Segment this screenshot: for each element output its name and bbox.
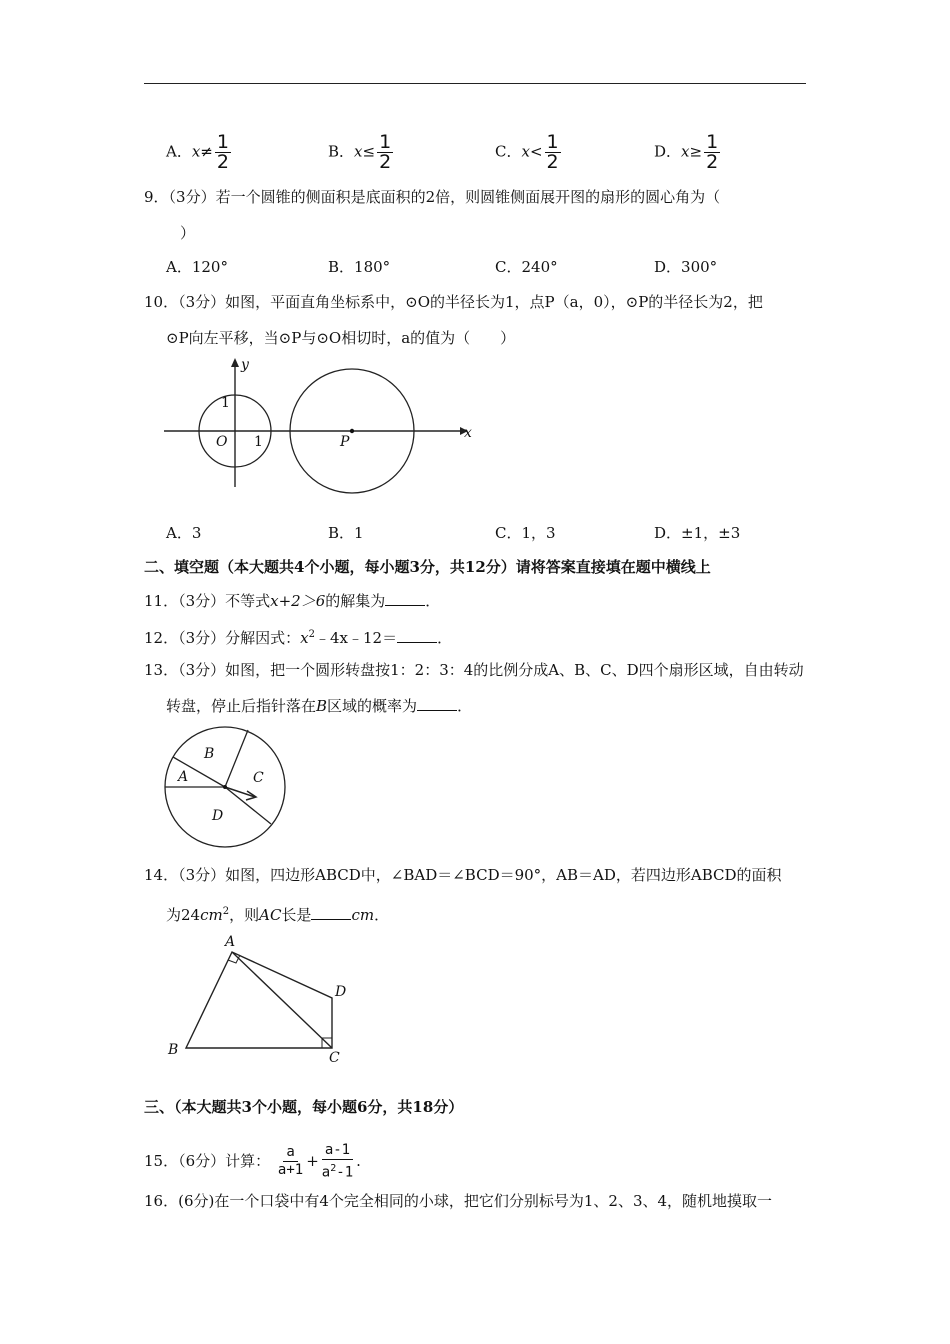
q14-answer-blank[interactable] <box>311 905 351 920</box>
q10-option-c[interactable]: C．1，3 <box>495 524 556 542</box>
spinner-radius-top <box>225 730 248 787</box>
label-x: x <box>464 425 472 441</box>
q9-option-c[interactable]: C．240° <box>495 258 558 276</box>
q9-stem-line2: ） <box>180 224 196 242</box>
q9-option-a[interactable]: A．120° <box>166 258 228 276</box>
label-one-x: 1 <box>254 434 263 450</box>
spinner-center <box>223 785 227 789</box>
q11: 11．（3分）不等式x+2＞6的解集为 ． <box>144 592 441 610</box>
q10-option-a[interactable]: A．3 <box>166 524 202 542</box>
q9-option-b[interactable]: B．180° <box>328 258 391 276</box>
q13-stem-line1: 13．（3分）如图，把一个圆形转盘按1：2：3：4的比例分成A、B、C、D四个扇形区域，自由转动 <box>144 661 804 679</box>
y-axis-arrow <box>231 358 239 367</box>
fraction-1: $\frac{a}{a+1}$ <box>277 1144 304 1179</box>
fraction: $\frac{1}{2}$ <box>546 131 559 173</box>
q10-figure <box>160 355 480 495</box>
fraction: $\frac{1}{2}$ <box>216 131 229 173</box>
q10-stem-line2: ⊙P向左平移，当⊙P与⊙O相切时，a的值为（ ） <box>166 329 516 347</box>
q10-option-d[interactable]: D．±1，±3 <box>654 524 741 542</box>
label-d: D <box>212 808 224 824</box>
q15: 15．（6分）计算： $\frac{a}{a+1}$ + $\frac{a-1}{a^2-1}$ . <box>144 1142 361 1181</box>
label-y: y <box>241 357 249 373</box>
q14-stem-line2: 为$24cm^2$，则AC长是 cm． <box>166 906 390 924</box>
q14-quadrilateral-figure <box>160 930 360 1065</box>
fraction: $\frac{1}{2}$ <box>706 131 719 173</box>
q10-stem-line1: 10．（3分）如图，平面直角坐标系中，⊙O的半径长为1，点P（a，0），⊙P的半径长为2，把 <box>144 293 763 311</box>
section2-title: 二、填空题（本大题共4个小题，每小题3分，共12分）请将答案直接填在题中横线上 <box>144 558 711 576</box>
diagonal-ac <box>232 952 332 1048</box>
q14-stem-line1: 14．（3分）如图，四边形ABCD中，∠BAD＝∠BCD＝90°，AB＝AD，若四边形ABCD的面积 <box>144 866 782 884</box>
q13-stem-line2: 转盘，停止后指针落在B区域的概率为 ． <box>166 697 473 715</box>
q11-answer-blank[interactable] <box>385 591 425 606</box>
label-b: B <box>168 1042 179 1058</box>
label-one-y: 1 <box>221 395 230 411</box>
label-c: C <box>329 1050 340 1065</box>
label-o: O <box>216 434 228 450</box>
q12: 12．（3分）分解因式：$x^2﹣4x﹣12=$ ． <box>144 629 453 647</box>
q10-option-b[interactable]: B．1 <box>328 524 364 542</box>
label-d: D <box>335 984 347 1000</box>
fraction-2: $\frac{a-1}{a^2-1}$ <box>321 1142 354 1181</box>
label-b: B <box>204 746 215 762</box>
q9-option-d[interactable]: D．300° <box>654 258 718 276</box>
q8-option-d[interactable]: D．x≥ $\frac{1}{2}$ <box>654 131 719 173</box>
label-a: A <box>225 934 236 950</box>
q16-stem: 16．(6分)在一个口袋中有4个完全相同的小球，把它们分别标号为1、2、3、4，随机地摸取一 <box>144 1192 773 1210</box>
q9-stem-line1: 9．（3分）若一个圆锥的侧面积是底面积的2倍，则圆锥侧面展开图的扇形的圆心角为（ <box>144 188 721 206</box>
q8-option-a[interactable]: A．x≠ $\frac{1}{2}$ <box>166 131 229 173</box>
q13-answer-blank[interactable] <box>417 696 457 711</box>
label-a: A <box>178 769 189 785</box>
q8-option-c[interactable]: C．x< $\frac{1}{2}$ <box>495 131 559 173</box>
q12-answer-blank[interactable] <box>397 628 437 643</box>
spinner-pointer <box>225 787 255 797</box>
point-p <box>350 429 354 433</box>
label-p: P <box>340 434 350 450</box>
header-rule <box>144 83 806 84</box>
fraction: $\frac{1}{2}$ <box>379 131 392 173</box>
quadrilateral-abcd <box>186 952 332 1048</box>
q13-spinner-figure <box>160 724 290 850</box>
label-c: C <box>253 770 264 786</box>
q8-option-b[interactable]: B．x≤ $\frac{1}{2}$ <box>328 131 392 173</box>
section3-title: 三、（本大题共3个小题，每小题6分，共18分） <box>144 1098 464 1116</box>
